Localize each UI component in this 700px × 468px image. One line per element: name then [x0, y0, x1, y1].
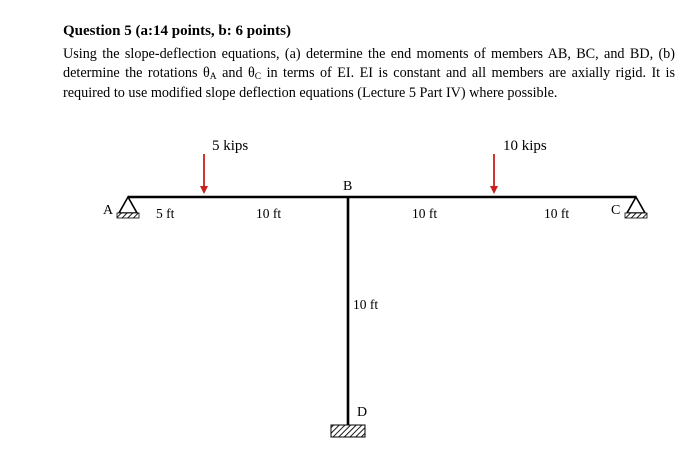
- question-title: Question 5 (a:14 points, b: 6 points): [63, 23, 291, 39]
- fixed-support-d: [331, 425, 365, 437]
- load-label-left: 5 kips: [212, 138, 249, 154]
- pin-support-a: [117, 197, 139, 218]
- node-label-c: C: [611, 203, 621, 218]
- line2-mid: and θ: [216, 64, 255, 81]
- node-label-a: A: [103, 203, 114, 218]
- node-label-d: D: [357, 405, 368, 420]
- question-line-1: Using the slope-deflection equations, (a) determine the end moments of members AB, BC, and BD, (b): [63, 46, 675, 62]
- load-arrow-right: [490, 154, 498, 194]
- theta-c-subscript: C: [254, 71, 262, 82]
- theta-a-subscript: A: [209, 71, 217, 82]
- dimension-label-1: 5 ft: [156, 206, 175, 221]
- question-line-3: required to use modified slope deflection equations (Lecture 5 Part IV) where possible.: [63, 85, 558, 101]
- dimension-label-bd: 10 ft: [353, 297, 379, 312]
- line2-pre: determine the rotations θ: [63, 64, 210, 81]
- load-label-right: 10 kips: [503, 138, 547, 154]
- pin-support-c: [625, 197, 647, 218]
- dimension-label-4: 10 ft: [544, 206, 570, 221]
- load-arrow-left: [200, 154, 208, 194]
- line2-post: in terms of EI. EI is constant and all members are axially rigid. It is: [261, 64, 676, 81]
- dimension-label-2: 10 ft: [256, 206, 282, 221]
- dimension-label-3: 10 ft: [412, 206, 438, 221]
- node-label-b: B: [343, 179, 353, 194]
